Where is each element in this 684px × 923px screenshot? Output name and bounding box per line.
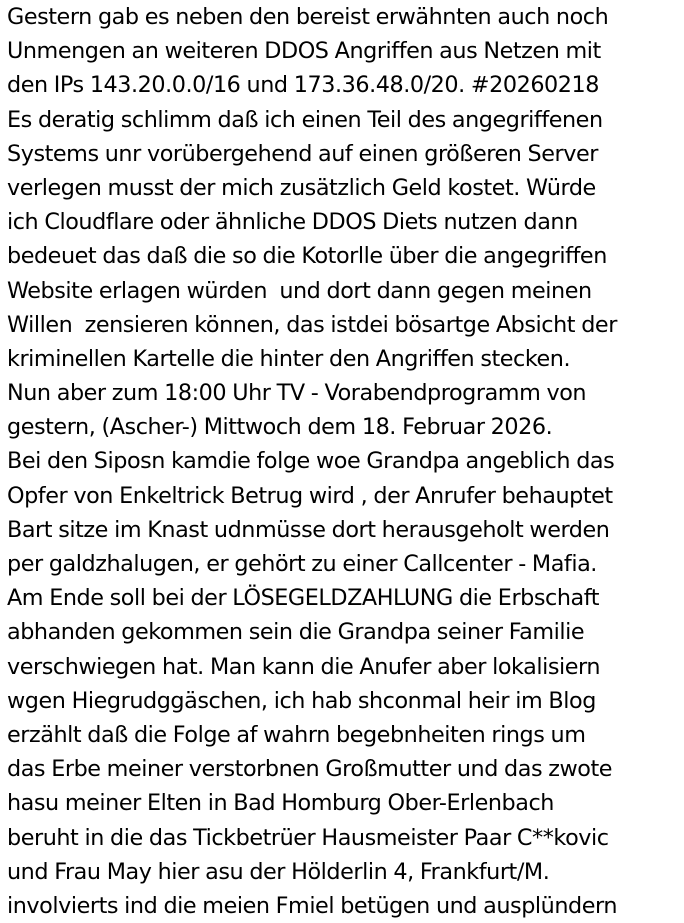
text-line: Bei den Siposn kamdie folge woe Grandpa angeblich das: [7, 448, 615, 475]
text-line: ich Cloudflare oder ähnliche DDOS Diets nutzen dann: [7, 209, 578, 236]
text-line: gestern, (Ascher-) Mittwoch dem 18. Februar 2026.: [7, 414, 553, 441]
text-line: bedeuet das daß die so die Kotorlle über die angegriffen: [7, 243, 607, 270]
text-line: Opfer von Enkeltrick Betrug wird , der Anrufer behauptet: [7, 482, 613, 509]
text-line: verschwiegen hat. Man kann die Anufer aber lokalisiern: [7, 653, 601, 680]
text-line: und Frau May hier asu der Hölderlin 4, Frankfurt/M.: [7, 858, 550, 885]
document-body: [7, 0, 684, 923]
text-line: erzählt daß die Folge af wahrn begebnheiten rings um: [7, 721, 586, 748]
text-line: beruht in die das Tickbetrüer Hausmeister Paar C**kovic: [7, 824, 609, 851]
text-line: Nun aber zum 18:00 Uhr TV - Vorabendprogramm von: [7, 380, 587, 407]
text-line: Willen zensieren können, das istdei bösartge Absicht der: [7, 311, 617, 338]
text-line: abhanden gekommen sein die Grandpa seiner Familie: [7, 619, 585, 646]
text-line: per galdzhalugen, er gehört zu einer Callcenter - Mafia.: [7, 551, 597, 577]
text-line: Es deratig schlimm daß ich einen Teil des angegriffenen: [7, 106, 603, 133]
text-line: das Erbe meiner verstorbnen Großmutter und das zwote: [7, 756, 613, 783]
text-line: Systems unr vorübergehend auf einen größeren Server: [7, 140, 598, 167]
text-line: Gestern gab es neben den bereist erwähnten auch noch: [7, 4, 609, 30]
text-line: verlegen musst der mich zusätzlich Geld kostet. Würde: [7, 174, 596, 201]
text-line: Website erlagen würden und dort dann gegen meinen: [7, 277, 592, 304]
text-line: Unmengen an weiteren DDOS Angriffen aus Netzen mit: [7, 38, 601, 65]
text-line: Am Ende soll bei der LÖSEGELDZAHLUNG die Erbschaft: [7, 585, 600, 612]
text-line: wgen Hiegrudggäschen, ich hab shconmal heir im Blog: [7, 687, 596, 714]
text-line: hasu meiner Elten in Bad Homburg Ober-Erlenbach: [7, 790, 554, 817]
text-line: Bart sitze im Knast udnmüsse dort herausgeholt werden: [7, 516, 610, 543]
text-line: kriminellen Kartelle die hinter den Angriffen stecken.: [7, 345, 571, 372]
text-line: den IPs 143.20.0.0/16 und 173.36.48.0/20. #20260218: [7, 72, 599, 99]
text-line: involvierts ind die meien Fmiel betügen und ausplündern: [7, 892, 617, 919]
